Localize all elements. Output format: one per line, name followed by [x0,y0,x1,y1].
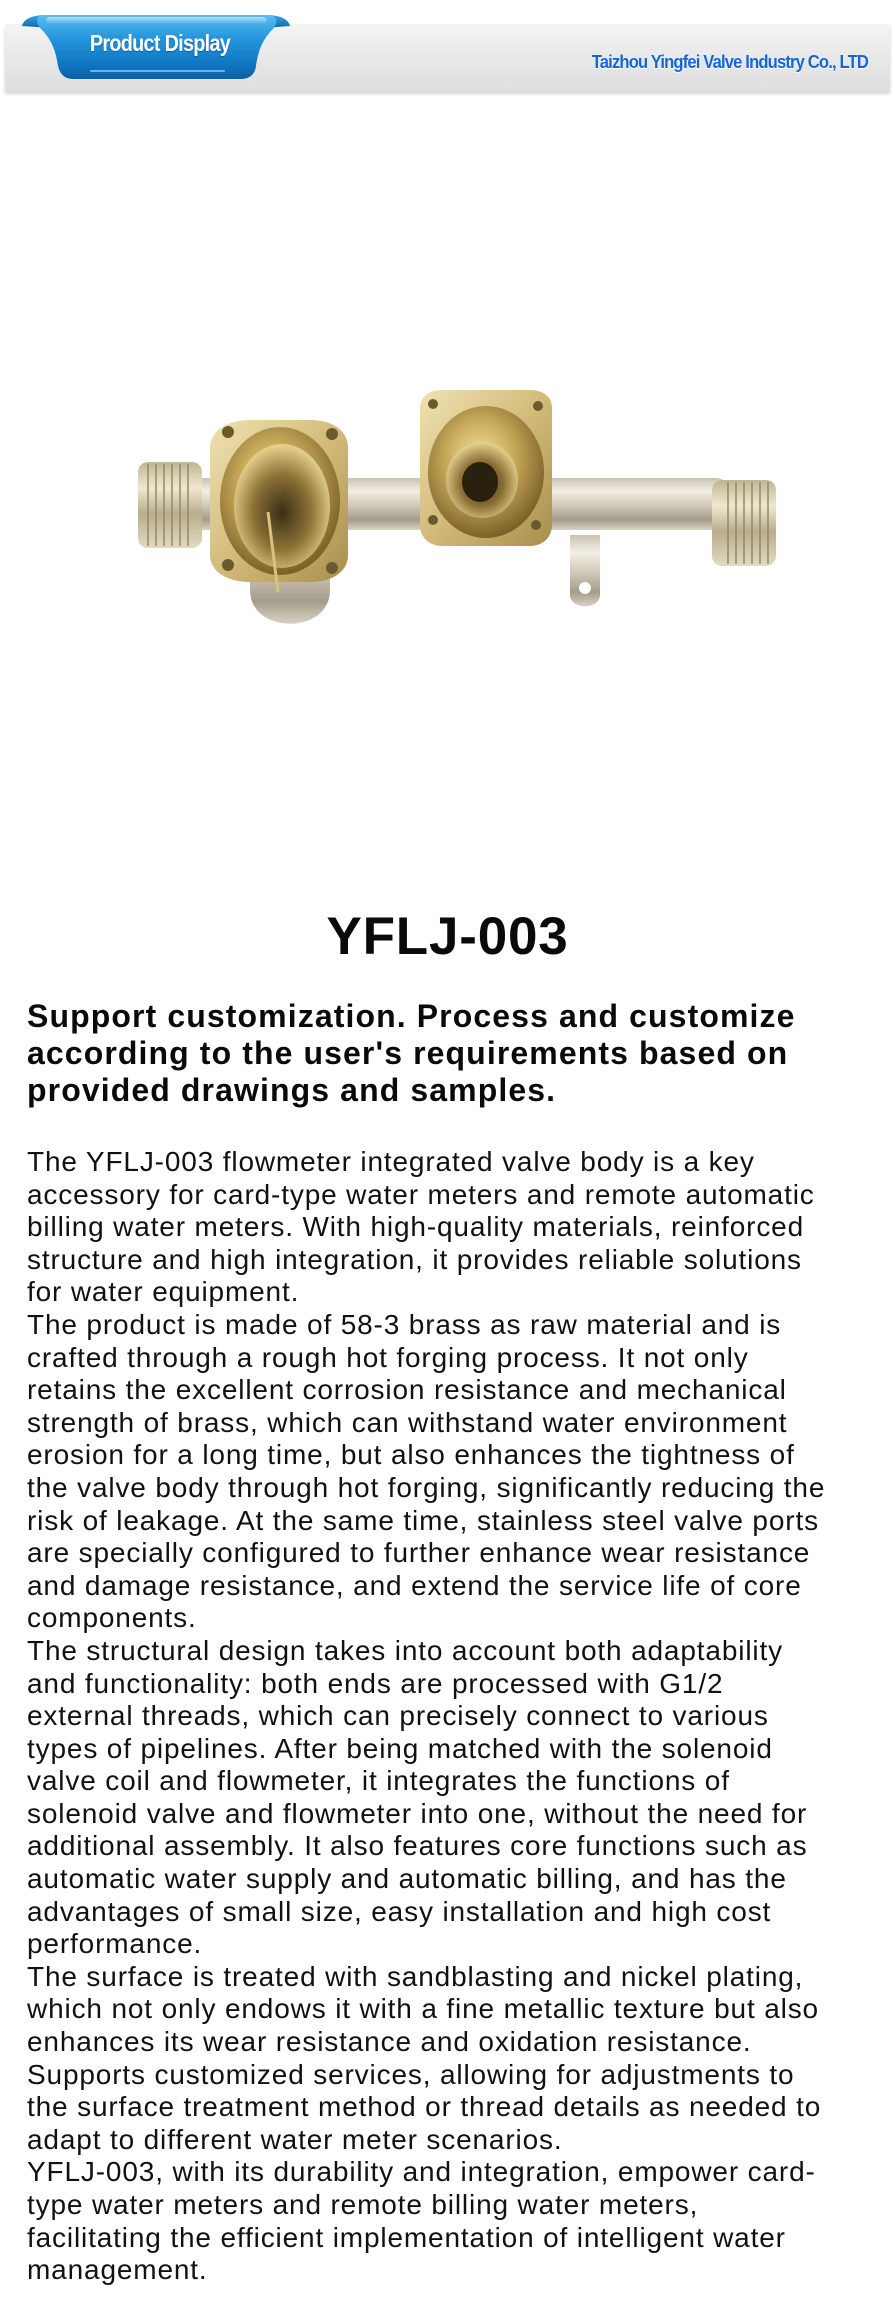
product-image [100,360,800,660]
description-line: advantages of small size, easy installation and high cost [27,1895,772,1927]
description-line: retains the excellent corrosion resistance and mechanical [27,1374,787,1406]
description-line: billing water meters. With high-quality materials, reinforced [27,1211,805,1243]
description-line: are specially configured to further enhance wear resistance [27,1537,811,1569]
description-line: automatic water supply and automatic billing, and has the [27,1863,787,1895]
description-line: and damage resistance, and extend the service life of core [27,1569,802,1601]
description-line: The product is made of 58-3 brass as raw material and is [27,1308,782,1340]
subheading-line: provided drawings and samples. [27,1072,557,1108]
description-line: management. [27,2254,208,2286]
description-line: YFLJ-003, with its durability and integration, empower card- [27,2156,816,2188]
description-line: accessory for card-type water meters and remote automatic [27,1178,815,1210]
product-description [27,1146,887,2287]
description-line: enhances its wear resistance and oxidation resistance. [27,2026,752,2058]
subheading-line: according to the user's requirements based on [27,1035,789,1071]
description-line: The structural design takes into account both adaptability [27,1634,783,1666]
description-line: facilitating the efficient implementation of intelligent water [27,2221,786,2253]
description-line: adapt to different water meter scenarios. [27,2123,563,2155]
description-line: strength of brass, which can withstand water environment [27,1406,788,1438]
description-line: erosion for a long time, but also enhances the tightness of [27,1439,795,1471]
description-line: for water equipment. [27,1276,300,1308]
company-name: Taizhou Yingfei Valve Industry Co., LTD [591,52,868,72]
description-line: type water meters and remote billing water meters, [27,2189,699,2220]
description-line: risk of leakage. At the same time, stainless steel valve ports [27,1504,819,1536]
description-line: performance. [27,1928,203,1960]
customization-subheading [27,998,887,1109]
description-line: Supports customized services, allowing for adjustments to [27,2058,795,2090]
description-line: and functionality: both ends are processed with G1/2 [27,1667,724,1699]
description-line: external threads, which can precisely connect to various [27,1700,769,1732]
description-line: types of pipelines. After being matched with the solenoid [27,1732,773,1764]
section-header-banner [0,0,895,100]
description-line: crafted through a rough hot forging process. It not only [27,1341,749,1373]
description-line: components. [27,1602,197,1634]
subheading-line: Support customization. Process and customize [27,998,796,1034]
description-line: which not only endows it with a fine metallic texture but also [27,1993,819,2025]
description-line: additional assembly. It also features core functions such as [27,1830,808,1862]
description-line: the valve body through hot forging, significantly reducing the [27,1471,826,1503]
product-model-title: YFLJ-003 [326,907,569,966]
description-line: valve coil and flowmeter, it integrates the functions of [27,1765,730,1797]
description-line: the surface treatment method or thread details as needed to [27,2091,822,2123]
description-line: solenoid valve and flowmeter into one, without the need for [27,1797,808,1829]
section-tab-label: Product Display [89,30,231,56]
description-line: The surface is treated with sandblasting and nickel plating, [27,1960,804,1992]
description-line: The YFLJ-003 flowmeter integrated valve body is a key [27,1146,755,1177]
description-line: structure and high integration, it provides reliable solutions [27,1243,802,1275]
